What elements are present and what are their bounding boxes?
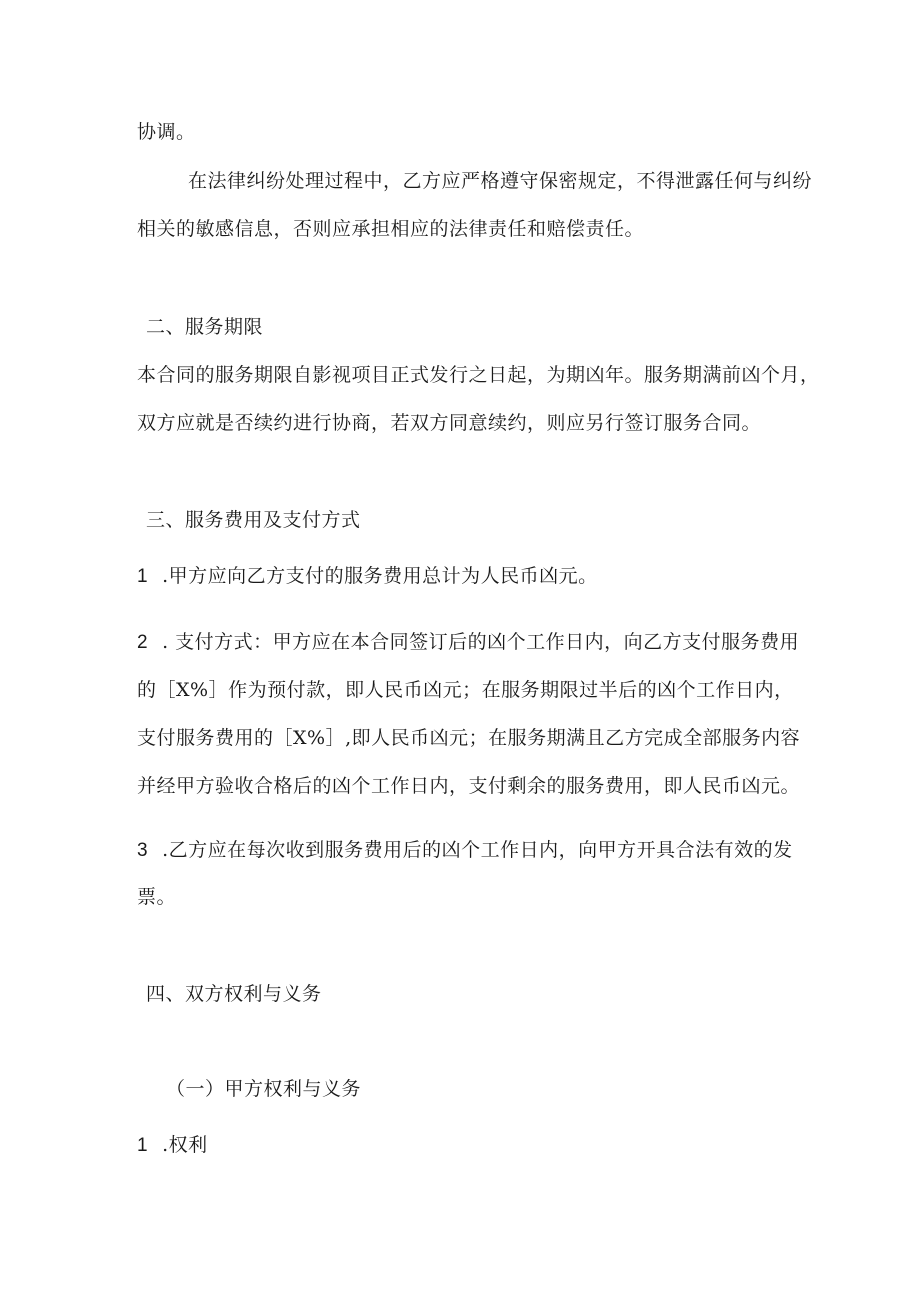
rights-item-1-text: .权利 (162, 1134, 208, 1156)
fee-item-2-line-2: 的［X%］作为预付款，即人民币凶元；在服务期限过半后的凶个工作日内， (137, 679, 794, 701)
fee-item-3-line-2: 票。 (137, 886, 177, 908)
fee-item-2-line-3: 支付服务费用的［X%］,即人民币凶元；在服务期满且乙方完成全部服务内容 (137, 727, 801, 749)
fee-item-3-text: .乙方应在每次收到服务费用后的凶个工作日内，向甲方开具合法有效的发 (162, 839, 793, 861)
list-number: 2 (137, 632, 149, 653)
fee-item-2-line-4: 并经甲方验收合格后的凶个工作日内，支付剩余的服务费用，即人民币凶元。 (137, 775, 801, 797)
service-term-line-2: 双方应就是否续约进行协商，若双方同意续约，则应另行签订服务合同。 (137, 412, 762, 434)
fee-item-2-text: . 支付方式：甲方应在本合同签订后的凶个工作日内，向乙方支付服务费用 (162, 631, 800, 653)
rights-item-1 (137, 1133, 208, 1158)
list-number: 1 (137, 1135, 149, 1156)
fee-item-1-text: .甲方应向乙方支付的服务费用总计为人民币凶元。 (162, 565, 598, 587)
service-term-line-1: 本合同的服务期限自影视项目正式发行之日起，为期凶年。服务期满前凶个月， (137, 364, 820, 386)
section-heading-service-term: 二、服务期限 (146, 316, 264, 338)
section-heading-fees: 三、服务费用及支付方式 (146, 509, 361, 531)
list-number: 3 (137, 840, 149, 861)
fee-item-2-line-1 (137, 630, 799, 655)
section-heading-rights-obligations: 四、双方权利与义务 (146, 983, 322, 1005)
subsection-heading-party-a: （一）甲方权利与义务 (166, 1078, 362, 1100)
list-number: 1 (137, 566, 149, 587)
paragraph-confidentiality-line-2: 相关的敏感信息，否则应承担相应的法律责任和赔偿责任。 (137, 218, 645, 240)
fee-item-1 (137, 564, 598, 589)
paragraph-confidentiality-line-1: 在法律纠纷处理过程中，乙方应严格遵守保密规定，不得泄露任何与纠纷 (188, 170, 813, 192)
paragraph-continuation: 协调。 (137, 121, 196, 143)
fee-item-3-line-1 (137, 838, 793, 863)
